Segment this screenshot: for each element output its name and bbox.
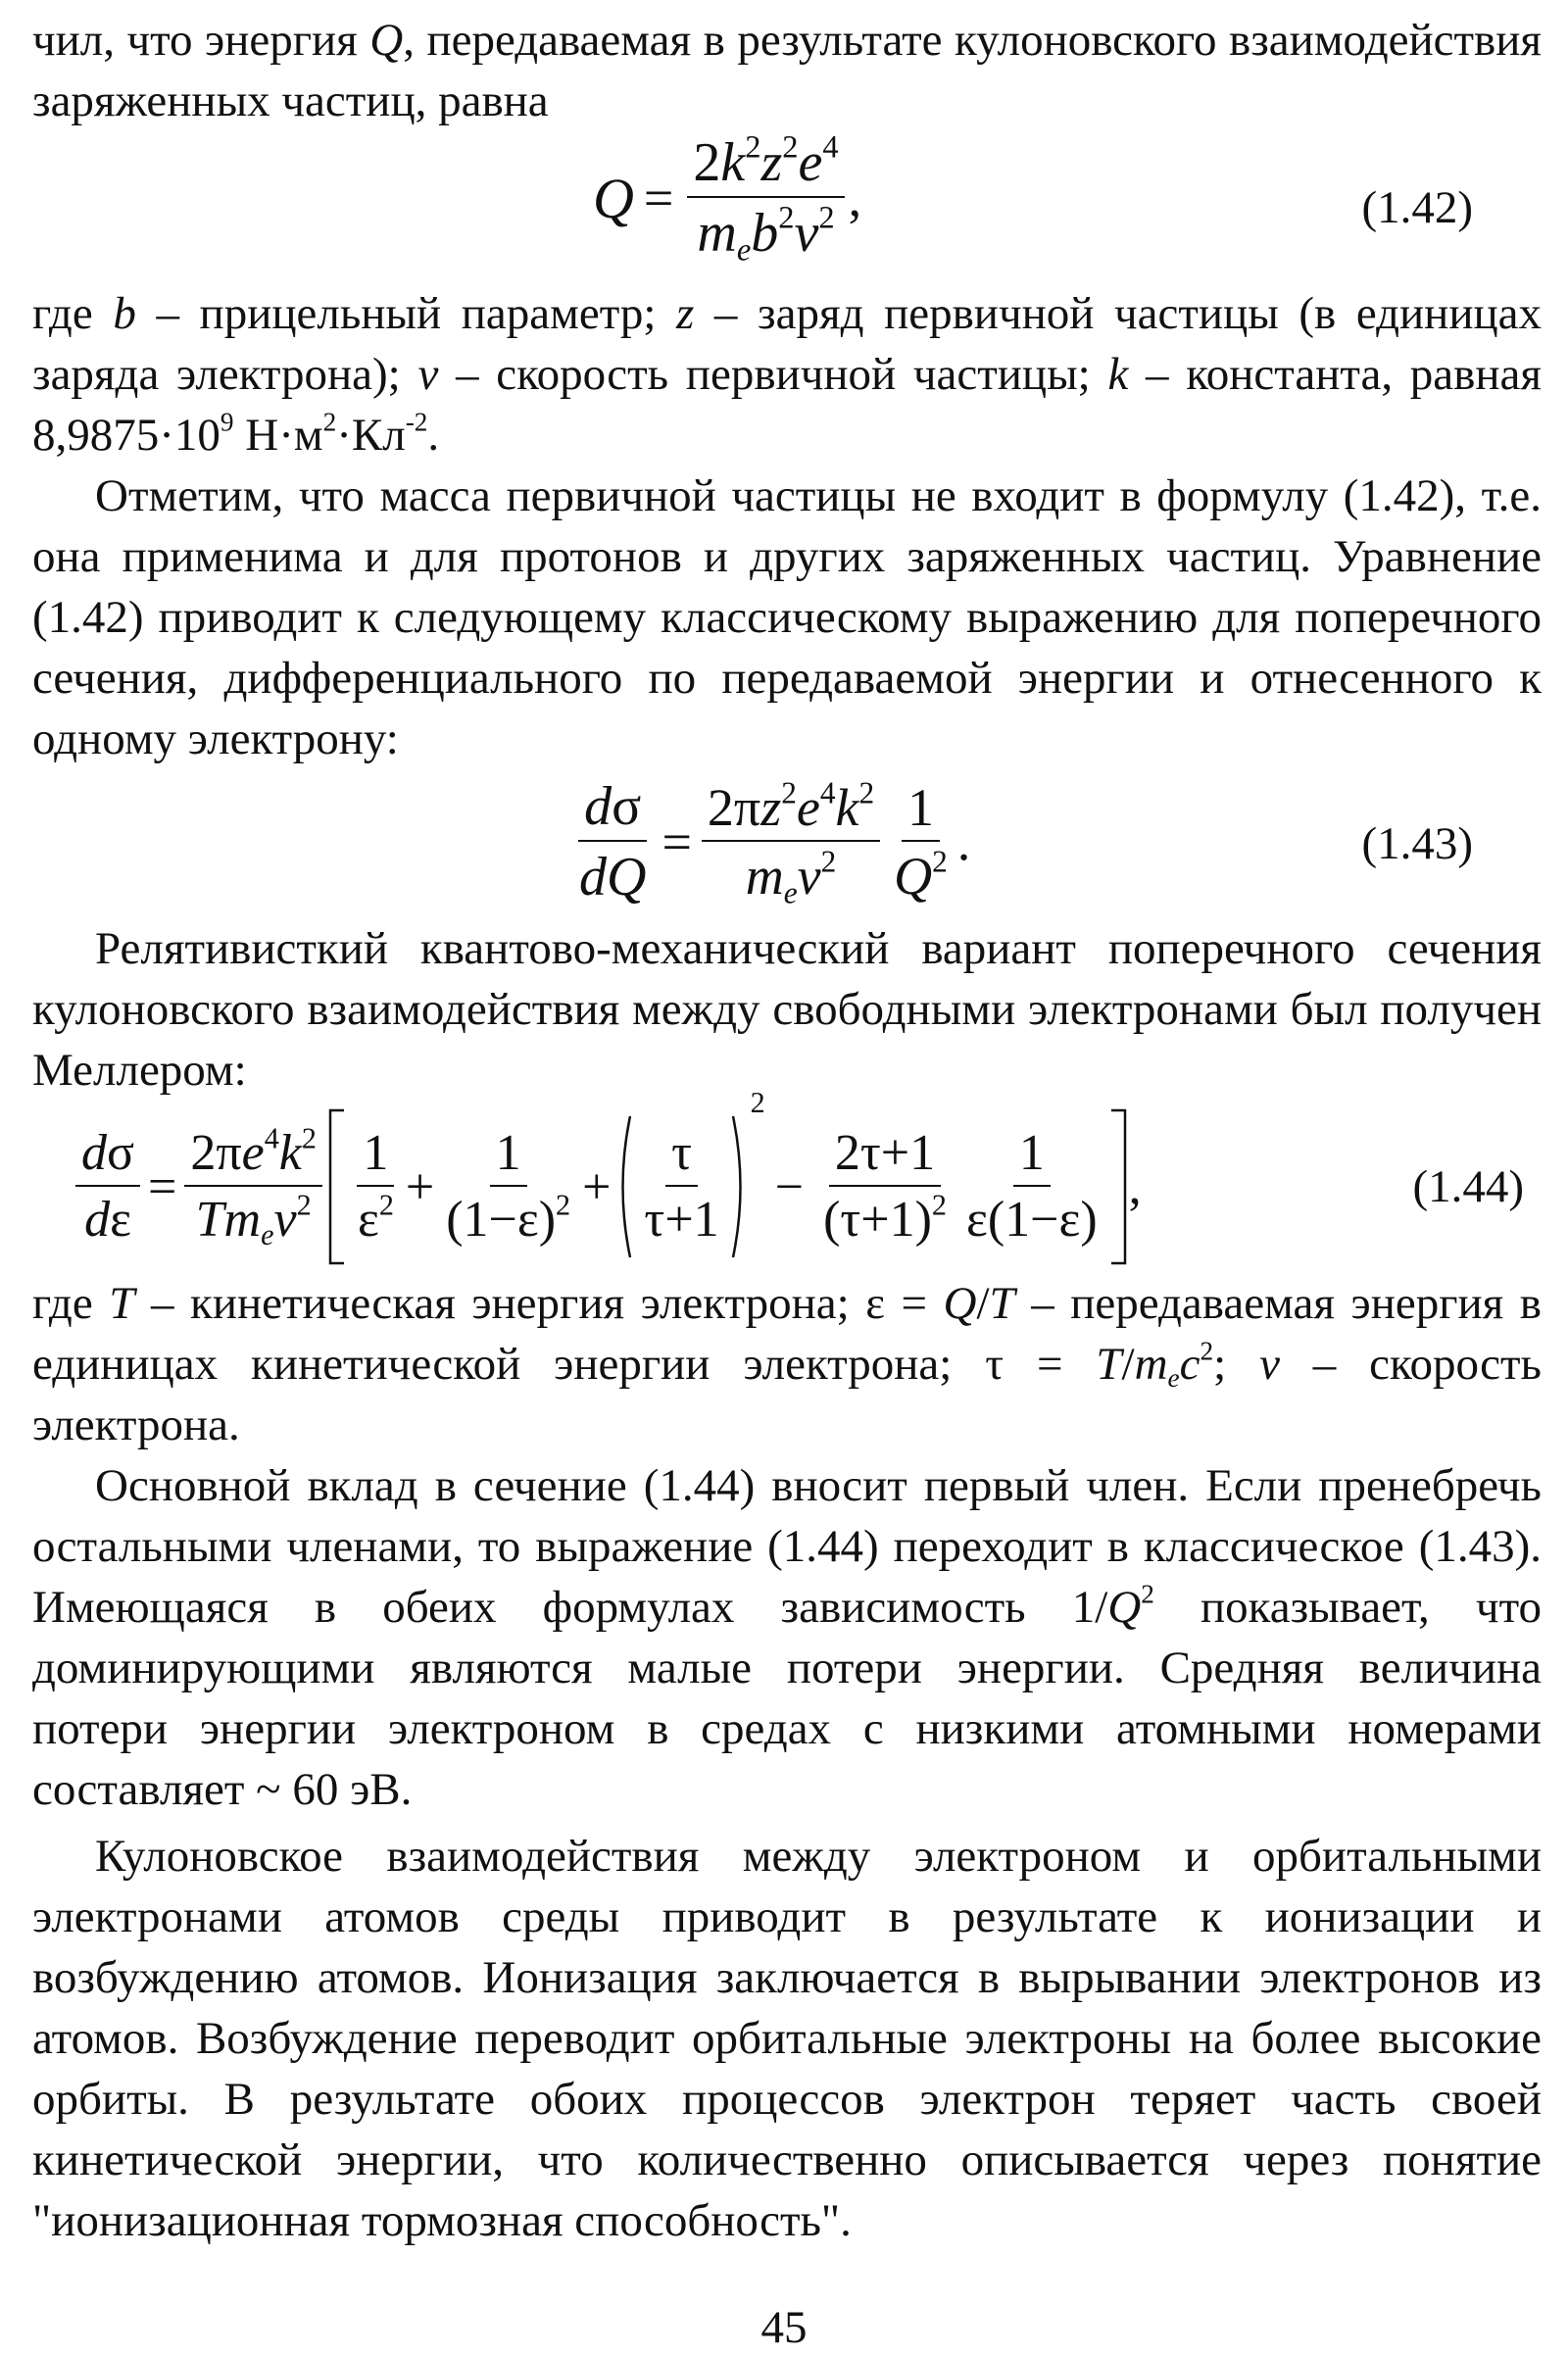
equation-number: (1.44) — [1412, 1161, 1524, 1212]
equation-1-42: Q = $\frac{2k^2z^2e^4}{m_eb^2v^2}$ , (1.42) — [593, 129, 1473, 269]
paragraph-6: Основной вклад в сечение (1.44) вносит первый член. Если пренебречь остальными членами, то выражение (1.44) переходит в классическое (1.43). Имеющаяся в обеих формулах зависимость $1/Q^2$ показывает, что доминирующими являются малые потери энергии. Средняя величина потери энергии электроном в средах с низкими атомными номерами составляет ~ 60 эВ. — [32, 1460, 1542, 1815]
equation-number: (1.43) — [1361, 818, 1473, 869]
paragraph-2: где b – прицельный параметр; z – заряд первичной частицы (в единицах заряда электрона); v – скорость первичной частицы; k – константа, равная $8,9875\cdot 10^9$ $Н\cdot м^2\cdot Кл^{-2}$. — [32, 288, 1542, 461]
left-bracket — [326, 1108, 348, 1265]
paragraph-7: Кулоновское взаимодействия между электроном и орбитальными электронами атомов среды приводит в результате к ионизации и возбуждению атомов. Ионизация заключается в вырывании электронов из атомов. Возбуждение переводит орбитальные электроны на более высокие орбиты. В результате обоих процессов электрон теряет часть своей кинетической энергии, что количественно описывается через понятие "ионизационная тормозная способность". — [32, 1831, 1542, 2246]
paragraph-5: где T – кинетическая энергия электрона; ε = Q/T – передаваемая энергия в единицах кинетической энергии электрона; $\tau = T/m_ec^2$; v – скорость электрона. — [32, 1278, 1542, 1450]
paragraph-4: Релятивисткий квантово-механический вариант поперечного сечения кулоновского взаимодействия между свободными электронами был получен Меллером: — [32, 923, 1542, 1096]
equation-number: (1.42) — [1361, 181, 1473, 233]
equation-1-44: $\frac{d\sigma}{d\varepsilon}$ = $\frac{2\pi e^4k^2}{Tm_ev^2}$ $\frac{1}{\varepsilon^2}$ + $\frac{1}{(1-\varepsilon)^2}$ + $\frac{\tau}{\tau+1}$ 2 − $\frac{2\tau+1}{(\tau+1)^2}$ $\frac{1}{\varepsilon(1-\varepsilon)}$ , (1.44) — [32, 1101, 1542, 1273]
document-page — [32, 10, 1542, 2251]
paragraph-1: чил, что энергия Q, передаваемая в результате кулоновского взаимодействия заряженных частиц, равна — [32, 15, 1542, 126]
equation-1-43: $\frac{d\sigma}{dQ}$ = $\frac{2\pi z^2e^4k^2}{m_ev^2}$ $\frac{1}{Q^2}$ . (1.43) — [579, 775, 1473, 910]
paragraph-3: Отметим, что масса первичной частицы не входит в формулу (1.42), т.е. она применима и для протонов и других заряженных частиц. Уравнение (1.42) приводит к следующему классическому выражению для поперечного сечения, дифференциального по передаваемой энергии и отнесенного к одному электрону: — [32, 470, 1542, 764]
right-paren — [729, 1113, 751, 1260]
left-paren — [612, 1113, 634, 1260]
right-bracket — [1107, 1108, 1129, 1265]
page-number: 45 — [760, 2302, 808, 2353]
